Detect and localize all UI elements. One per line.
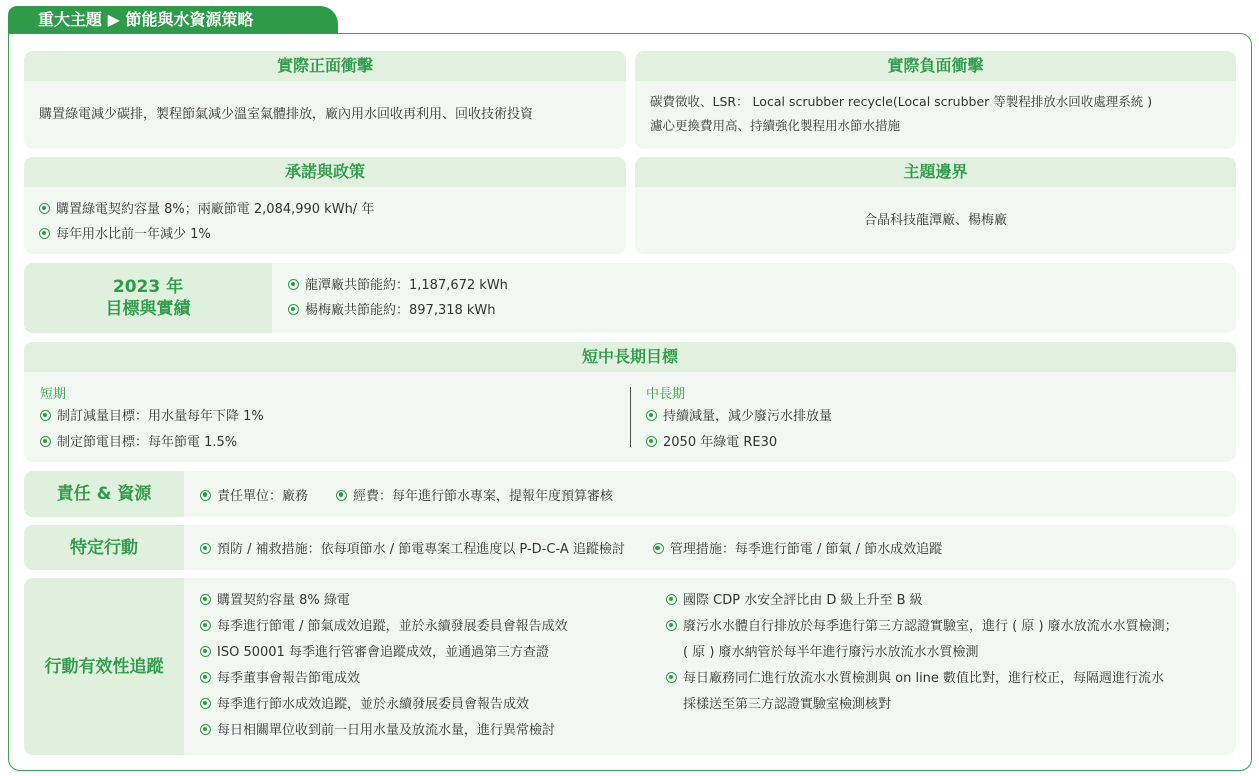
negative-impact-panel [635,51,1236,149]
boundary-text: 合晶科技龍潭廠、楊梅廠 [863,213,1007,228]
tracking-right-item-cont: 採樣送至第三方認證實驗室檢測核對 [683,697,892,712]
short-term-title: 短期 [40,387,67,402]
bullet-icon [666,672,677,683]
responsibility-label: 責任 & 資源 [24,471,184,517]
tracking-left-item: 每季進行節電 / 節氣成效追蹤，並於永續發展委員會報告成效 [200,614,660,640]
tracking-right-item: 每日廠務同仁進行放流水水質檢測與 on line 數值比對，進行校正，每隔週進行流水 [666,666,1226,692]
positive-impact-panel [24,51,626,149]
tracking-right-item: 國際 CDP 水安全評比由 D 級上升至 B 級 [666,588,1226,614]
mid-long-term-item: 持續減量，減少廢污水排放量 [646,404,1206,430]
tracking-row [24,578,1236,755]
bullet-icon [288,279,299,290]
actions-item: 管理措施：每季進行節電 / 節氣 / 節水成效追蹤 [653,538,942,557]
topic-title-tab: 重大主題 ▶ 節能與水資源策略 [8,6,338,34]
bullet-icon [40,436,51,447]
bullet-icon [646,436,657,447]
goals-divider [630,387,631,447]
bullet-icon [666,594,677,605]
target-2023-item: 龍潭廠共節能約：1,187,672 kWh [288,273,508,298]
bullet-icon [39,228,50,239]
target-2023-subtitle: 目標與實績 [105,299,191,319]
negative-impact-line-1: 碳費徵收、LSR： Local scrubber recycle(Local scrubber 等製程排放水回收處理系統 ) [650,94,1153,109]
positive-impact-text: 購置綠電減少碳排，製程節氣減少溫室氣體排放，廠內用水回收再利用、回收技術投資 [39,107,534,122]
commitment-item: 每年用水比前一年減少 1% [39,222,611,247]
target-2023-year: 2023 年 [112,277,184,297]
bullet-icon [653,543,664,554]
positive-impact-title: 實際正面衝擊 [24,51,626,81]
bullet-icon [200,724,211,735]
tracking-right-item: 廢污水水體自行排放於每季進行第三方認證實驗室，進行 ( 原 ) 廢水放流水水質檢測； [666,614,1226,640]
boundary-panel [635,157,1236,254]
bullet-icon [200,543,211,554]
short-term-item: 制訂減量目標：用水量每年下降 1% [40,404,620,430]
commitment-item: 購置綠電契約容量 8%；兩廠節電 2,084,990 kWh/ 年 [39,197,611,222]
mid-long-term-title: 中長期 [646,387,686,402]
bullet-icon [666,620,677,631]
tracking-left-item: 每季進行節水成效追蹤，並於永續發展委員會報告成效 [200,692,660,718]
tracking-right-item-cont: ( 原 ) 廢水納管於每半年進行廢污水放流水水質檢測 [683,645,979,660]
commitment-title: 承諾與政策 [24,157,626,187]
goals-panel [24,342,1236,462]
actions-item: 預防 / 補救措施：依每項節水 / 節電專案工程進度以 P-D-C-A 追蹤檢討 [200,538,625,557]
negative-impact-line-2: 濾心更換費用高、持續強化製程用水節水措施 [650,118,901,133]
target-2023-item: 楊梅廠共節能約：897,318 kWh [288,298,508,323]
bullet-icon [40,410,51,421]
negative-impact-title: 實際負面衝擊 [635,51,1236,81]
bullet-icon [646,410,657,421]
bullet-icon [288,304,299,315]
tracking-left-item: 每季董事會報告節電成效 [200,666,660,692]
short-term-item: 制定節電目標：每年節電 1.5% [40,430,620,456]
bullet-icon [200,672,211,683]
bullet-icon [200,620,211,631]
responsibility-item: 責任單位：廠務 [200,485,308,504]
bullet-icon [200,646,211,657]
bullet-icon [336,490,347,501]
tracking-left-item: 每日相關單位收到前一日用水量及放流水量，進行異常檢討 [200,718,660,744]
boundary-title: 主題邊界 [635,157,1236,187]
target-2023-label [24,263,272,333]
target-2023-row [24,263,1236,333]
actions-row [24,525,1236,570]
actions-label: 特定行動 [24,525,184,570]
responsibility-row [24,471,1236,517]
tracking-label: 行動有效性追蹤 [24,578,184,755]
tracking-left-item: 購置契約容量 8% 綠電 [200,588,660,614]
bullet-icon [39,203,50,214]
bullet-icon [200,594,211,605]
responsibility-item: 經費：每年進行節水專案，提報年度預算審核 [336,485,613,504]
bullet-icon [200,490,211,501]
commitment-panel [24,157,626,254]
bullet-icon [200,698,211,709]
mid-long-term-item: 2050 年綠電 RE30 [646,430,1206,456]
tracking-left-item: ISO 50001 每季進行管審會追蹤成效，並通過第三方查證 [200,640,660,666]
goals-title: 短中長期目標 [24,342,1236,372]
